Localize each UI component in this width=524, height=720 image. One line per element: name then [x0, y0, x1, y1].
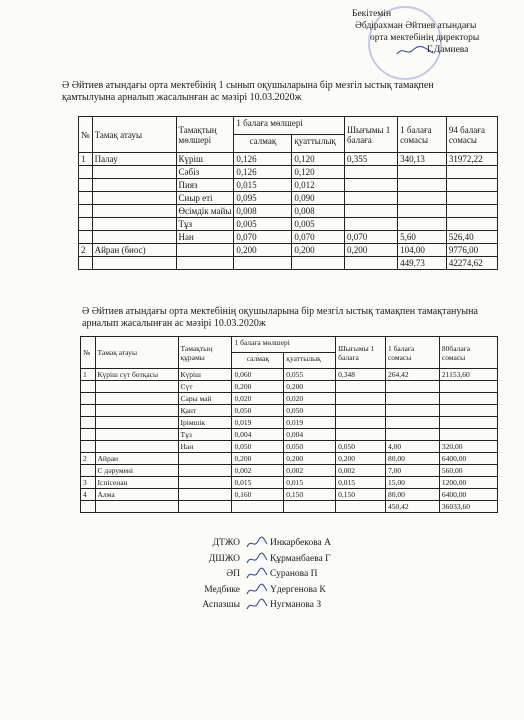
menu2-cell-e: 0,002 — [284, 465, 336, 477]
menu1-cell-dish — [92, 231, 176, 244]
menu1-cell-w: 0,126 — [234, 166, 292, 179]
menu1-row — [79, 231, 498, 244]
menu2-cell-w: 0,200 — [232, 381, 284, 393]
menu2-row — [81, 429, 498, 441]
menu1-cell-item: Сәбіз — [176, 166, 234, 179]
signature-row — [170, 536, 331, 552]
menu2-h-energy: қуаттылық — [284, 353, 336, 369]
menu1-cell-dish: Палау — [92, 153, 176, 166]
menu1-cell-e: 0,012 — [292, 179, 345, 192]
signature-name: Суранова П — [270, 569, 318, 579]
menu2-cell-item: Қант — [178, 405, 232, 417]
signature-row — [170, 598, 331, 614]
menu2-cell-n — [81, 429, 96, 441]
menu1-cell-item: Күріш — [176, 153, 234, 166]
signature-row — [170, 583, 331, 599]
menu2-cell-c — [336, 393, 386, 405]
menu2-cell-c — [336, 381, 386, 393]
menu2-cell-w: 0,050 — [232, 405, 284, 417]
menu1-cell-c — [344, 218, 397, 231]
menu1-cell-w: 0,008 — [234, 205, 292, 218]
menu2-h-sum1: 1 балаға сомасы — [385, 337, 439, 369]
menu2-cell-item — [178, 465, 232, 477]
menu2-cell-item: Сүт — [178, 381, 232, 393]
menu2-cell-dish: Іспісенан — [95, 477, 178, 489]
menu1-cell-n — [79, 218, 93, 231]
menu2-cell-s1: 264,42 — [385, 369, 439, 381]
menu1-cell-s2 — [446, 205, 497, 218]
menu2-title-line2: арналып жасалынған ас мәзірі 10.03.2020ж — [82, 318, 266, 329]
menu2-cell-s1: 7,00 — [385, 465, 439, 477]
menu2-cell-dish — [95, 417, 178, 429]
menu1-cell-w: 0,070 — [234, 231, 292, 244]
menu1-cell-n — [79, 231, 93, 244]
signature-role: ДТЖО — [212, 538, 240, 548]
signature-scribble — [246, 583, 268, 597]
menu1-cell-s1: 104,00 — [398, 244, 447, 257]
menu1-cell-n — [79, 205, 93, 218]
signature-row — [170, 552, 331, 568]
menu2-cell-s2 — [439, 429, 497, 441]
menu1-cell-e: 0,200 — [292, 244, 345, 257]
menu1-cell-s1 — [398, 218, 447, 231]
menu1-table — [78, 116, 498, 270]
menu1-cell-c — [344, 179, 397, 192]
menu1-cell-e: 0,005 — [292, 218, 345, 231]
menu2-row — [81, 489, 498, 501]
menu2-cell-e: 0,150 — [284, 489, 336, 501]
menu1-cell-c — [344, 166, 397, 179]
menu2-title — [82, 306, 478, 330]
menu2-row — [81, 381, 498, 393]
menu2-cell-w: 0,015 — [232, 477, 284, 489]
menu1-h-num: № — [79, 117, 93, 153]
menu2-cell-s1: 80,00 — [385, 489, 439, 501]
menu2-cell-dish — [95, 441, 178, 453]
menu2-cell-dish — [95, 393, 178, 405]
menu1-cell-s1 — [398, 166, 447, 179]
menu1-cell-s1 — [398, 192, 447, 205]
menu1-cell-s2 — [446, 166, 497, 179]
menu2-row — [81, 405, 498, 417]
signature-name: Үдергенова К — [270, 584, 326, 595]
menu2-cell-s1 — [385, 393, 439, 405]
menu2-table — [80, 336, 498, 513]
menu2-cell-c: 0,015 — [336, 477, 386, 489]
menu2-cell-dish — [95, 429, 178, 441]
menu2-cell-n — [81, 381, 96, 393]
menu2-cell-w: 0,160 — [232, 489, 284, 501]
menu2-cell-s2: 1200,00 — [439, 477, 497, 489]
menu2-cell-e: 0,050 — [284, 405, 336, 417]
menu1-row — [79, 153, 498, 166]
menu2-cell-c: 0,200 — [336, 453, 386, 465]
menu1-cell-e: 0,070 — [292, 231, 345, 244]
menu2-title-line1: Ә Әйтиев атындағы орта мектебінің оқушыларына бір мезгіл ыстық тамақпен тамақтануына — [82, 306, 478, 317]
signature-role: ДШЖО — [208, 553, 240, 564]
menu1-title — [62, 80, 434, 104]
menu2-cell-c: 0,150 — [336, 489, 386, 501]
menu2-cell-c — [336, 417, 386, 429]
menu2-cell-n — [81, 405, 96, 417]
menu1-cell-c — [344, 205, 397, 218]
menu2-cell-s1 — [385, 417, 439, 429]
menu1-cell-n — [79, 192, 93, 205]
menu2-cell-dish — [95, 405, 178, 417]
menu1-cell-w: 0,200 — [234, 244, 292, 257]
menu1-cell-n — [79, 179, 93, 192]
menu1-h-weight: салмақ — [234, 135, 292, 153]
menu1-cell-dish — [92, 166, 176, 179]
menu2-cell-n: 2 — [81, 453, 96, 465]
menu1-cell-dish — [92, 192, 176, 205]
menu2-cell-dish: Күріш сүт ботқасы — [95, 369, 178, 381]
menu1-cell-s1 — [398, 179, 447, 192]
menu1-cell-s2 — [446, 218, 497, 231]
menu2-cell-n: 3 — [81, 477, 96, 489]
menu1-cell-n: 1 — [79, 153, 93, 166]
menu1-cell-w: 0,126 — [234, 153, 292, 166]
menu2-cell-e: 0,200 — [284, 453, 336, 465]
menu1-title-line1: Ә Әйтиев атындағы орта мектебінің 1 сынып оқушыларына бір мезгіл ыстық тамақпен — [62, 80, 434, 91]
menu2-row — [81, 465, 498, 477]
menu2-cell-s2 — [439, 393, 497, 405]
menu1-cell-n — [79, 166, 93, 179]
menu2-cell-n — [81, 393, 96, 405]
signature-role: Медбике — [204, 584, 240, 595]
menu2-cell-e: 0,050 — [284, 441, 336, 453]
menu2-cell-c: 0,002 — [336, 465, 386, 477]
signatures-block — [170, 536, 331, 614]
menu2-cell-w: 0,020 — [232, 393, 284, 405]
menu1-row — [79, 192, 498, 205]
menu1-row — [79, 218, 498, 231]
menu2-cell-item: Сары май — [178, 393, 232, 405]
menu1-h-per-child: 1 балаға мөлшері — [234, 117, 345, 135]
menu2-cell-s1: 4,00 — [385, 441, 439, 453]
menu1-cell-s2 — [446, 192, 497, 205]
menu2-cell-item — [178, 489, 232, 501]
menu2-cell-e: 0,200 — [284, 381, 336, 393]
menu1-cell-e: 0,090 — [292, 192, 345, 205]
menu2-h-composition: Тамақтың құрамы — [178, 337, 232, 369]
menu2-cell-n: 4 — [81, 489, 96, 501]
signature-row — [170, 567, 331, 583]
menu1-row — [79, 205, 498, 218]
signature-scribble — [246, 552, 268, 566]
signature-name: Инкарбекова А — [270, 538, 332, 548]
menu1-total-s1: 449,73 — [398, 257, 447, 270]
menu2-cell-dish: Айран — [95, 453, 178, 465]
menu2-cell-dish: С дәрумені — [95, 465, 178, 477]
menu1-cell-item: Пияз — [176, 179, 234, 192]
menu1-h-sum1: 1 балаға сомасы — [398, 117, 447, 153]
menu2-cell-c — [336, 429, 386, 441]
menu1-cell-dish — [92, 218, 176, 231]
menu2-cell-s1: 15,00 — [385, 477, 439, 489]
menu2-total-s1: 450,42 — [385, 501, 439, 513]
menu2-cell-c: 0,348 — [336, 369, 386, 381]
menu1-cell-e: 0,120 — [292, 166, 345, 179]
menu2-cell-s1 — [385, 381, 439, 393]
menu2-cell-s1: 80,00 — [385, 453, 439, 465]
menu1-h-cost: Шығымы 1 балаға — [344, 117, 397, 153]
menu1-title-line2: қамтылуына арналып жасалынған ас мәзірі 10.03.2020ж — [62, 92, 302, 103]
menu1-row — [79, 166, 498, 179]
menu2-cell-s2 — [439, 417, 497, 429]
menu1-h-amount: Тамақтың мөлшері — [176, 117, 234, 153]
signature-role: Аспазшы — [202, 600, 240, 610]
menu2-cell-e: 0,004 — [284, 429, 336, 441]
menu2-row — [81, 417, 498, 429]
menu2-h-weight: салмақ — [232, 353, 284, 369]
signature-name: Құрманбаева Г — [270, 553, 331, 564]
menu1-cell-w: 0,005 — [234, 218, 292, 231]
menu1-cell-c — [344, 192, 397, 205]
menu2-cell-s2: 560,00 — [439, 465, 497, 477]
menu2-cell-item: Күріш — [178, 369, 232, 381]
menu2-cell-w: 0,200 — [232, 453, 284, 465]
menu2-cell-item: Нан — [178, 441, 232, 453]
menu2-h-num: № — [81, 337, 96, 369]
director-name: Г.Дамиева — [427, 45, 469, 55]
menu2-h-per-child: 1 балаға мөлшері — [232, 337, 336, 353]
menu1-cell-s2: 31972,22 — [446, 153, 497, 166]
menu2-cell-s2 — [439, 381, 497, 393]
menu2-cell-n: 1 — [81, 369, 96, 381]
menu1-cell-e: 0,008 — [292, 205, 345, 218]
menu2-cell-s2: 6400,00 — [439, 453, 497, 465]
menu2-cell-c: 0,050 — [336, 441, 386, 453]
menu1-cell-w: 0,015 — [234, 179, 292, 192]
menu1-row — [79, 244, 498, 257]
menu2-cell-e: 0,055 — [284, 369, 336, 381]
menu2-total-s2: 36033,60 — [439, 501, 497, 513]
menu2-cell-n — [81, 465, 96, 477]
menu2-cell-w: 0,004 — [232, 429, 284, 441]
menu2-h-sum80: 80балаға сомасы — [439, 337, 497, 369]
menu2-cell-c — [336, 405, 386, 417]
menu1-cell-n: 2 — [79, 244, 93, 257]
menu2-cell-e: 0,015 — [284, 477, 336, 489]
menu1-cell-w: 0,095 — [234, 192, 292, 205]
menu2-cell-item — [178, 477, 232, 489]
menu1-cell-item — [176, 244, 234, 257]
approval-line-3: орта мектебінің директоры — [370, 33, 480, 43]
menu2-cell-e: 0,019 — [284, 417, 336, 429]
signature-role: ӘП — [226, 569, 240, 579]
menu2-cell-s2 — [439, 405, 497, 417]
menu2-row — [81, 453, 498, 465]
menu2-cell-dish — [95, 381, 178, 393]
menu2-cell-s2: 6400,00 — [439, 489, 497, 501]
menu1-cell-c: 0,200 — [344, 244, 397, 257]
approval-line-1: Бекітемін — [352, 9, 392, 19]
menu2-row — [81, 393, 498, 405]
menu2-cell-w: 0,060 — [232, 369, 284, 381]
menu2-row — [81, 477, 498, 489]
menu1-cell-dish — [92, 179, 176, 192]
menu1-cell-dish: Айран (биос) — [92, 244, 176, 257]
menu1-total-s2: 42274,62 — [446, 257, 497, 270]
menu2-h-dish: Тамақ атауы — [95, 337, 178, 369]
menu1-cell-c: 0,070 — [344, 231, 397, 244]
menu1-row — [79, 179, 498, 192]
menu1-cell-s1 — [398, 205, 447, 218]
menu2-cell-item: Ірімшік — [178, 417, 232, 429]
menu2-cell-w: 0,050 — [232, 441, 284, 453]
signature-scribble — [246, 598, 268, 612]
menu2-cell-s1 — [385, 405, 439, 417]
menu2-cell-s1 — [385, 429, 439, 441]
menu2-cell-w: 0,019 — [232, 417, 284, 429]
menu1-cell-dish — [92, 205, 176, 218]
approval-line-2: Әбдірахман Әйтиев атындағы — [355, 21, 477, 31]
menu1-cell-item: Өсімдік майы — [176, 205, 234, 218]
menu1-cell-s2 — [446, 179, 497, 192]
menu2-cell-w: 0,002 — [232, 465, 284, 477]
menu2-cell-item — [178, 453, 232, 465]
signature-scribble — [246, 567, 268, 581]
menu2-cell-s2: 21153,60 — [439, 369, 497, 381]
menu2-row — [81, 441, 498, 453]
menu1-h-energy: қуаттылық — [292, 135, 345, 153]
menu2-cell-item: Тұз — [178, 429, 232, 441]
menu1-cell-item: Тұз — [176, 218, 234, 231]
menu1-h-sum94: 94 балаға сомасы — [446, 117, 497, 153]
menu2-row — [81, 369, 498, 381]
menu1-cell-item: Сиыр еті — [176, 192, 234, 205]
menu2-cell-s2: 320,00 — [439, 441, 497, 453]
menu1-cell-s2: 526,40 — [446, 231, 497, 244]
signature-name: Нугманова З — [270, 600, 322, 610]
director-signature — [395, 44, 435, 58]
menu1-cell-item: Нан — [176, 231, 234, 244]
signature-scribble — [246, 536, 268, 550]
menu1-cell-s1: 340,13 — [398, 153, 447, 166]
menu1-cell-e: 0,120 — [292, 153, 345, 166]
menu2-cell-dish: Алма — [95, 489, 178, 501]
menu1-cell-s2: 9776,00 — [446, 244, 497, 257]
menu2-h-cost: Шығымы 1 балаға — [336, 337, 386, 369]
menu1-h-dish: Тамақ атауы — [92, 117, 176, 153]
menu2-cell-n — [81, 441, 96, 453]
menu2-cell-n — [81, 417, 96, 429]
menu1-cell-s1: 5,60 — [398, 231, 447, 244]
menu2-cell-e: 0,020 — [284, 393, 336, 405]
menu1-cell-c: 0,355 — [344, 153, 397, 166]
